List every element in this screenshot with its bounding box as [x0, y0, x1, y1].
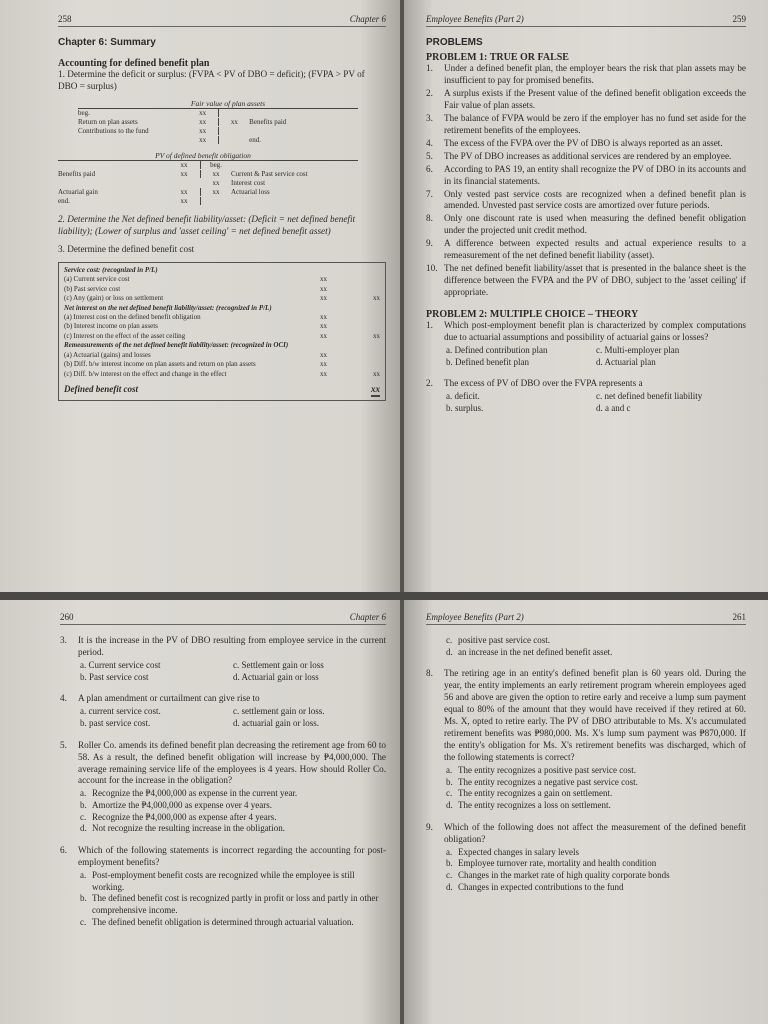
option-letter: b. [80, 893, 87, 904]
left-label: Actuarial gain [58, 188, 98, 197]
option: a. deficit. [446, 391, 480, 402]
option-letter: d. [446, 881, 453, 892]
tf-item [426, 63, 746, 87]
cost-values [320, 294, 380, 303]
amount: xx [320, 284, 327, 293]
cost-row [64, 370, 380, 379]
option [60, 812, 386, 824]
option-letter: c. [446, 788, 453, 799]
left-label: Return on plan assets [78, 118, 138, 127]
question [60, 635, 386, 659]
option [426, 882, 746, 894]
option-text: Recognize the ₱4,000,000 as expense after 4 years. [92, 811, 277, 822]
option-text: Employee turnover rate, mortality and health condition [458, 858, 657, 869]
option: d. Actuarial plan [596, 356, 656, 367]
option [426, 777, 746, 789]
question-text: The excess of PV of DBO over the FVPA represents a [444, 378, 643, 389]
question-number: 1. [426, 320, 433, 331]
t-account-row [58, 188, 358, 197]
running-head: Chapter 6 [349, 14, 386, 24]
summary-step-2: 2. Determine the Net defined benefit liability/asset: (Deficit = net defined benefit liability); (Lower of surplus and 'asset ceiling' = net defined benefit asset) [58, 213, 356, 236]
option-letter: b. [446, 776, 453, 787]
item-number: 6. [426, 163, 433, 174]
option [426, 647, 746, 659]
page-259 [404, 0, 768, 592]
item-text: Only one discount rate is used when measuring the defined benefit obligation under the projected unit credit method. [444, 213, 746, 236]
question [426, 320, 746, 344]
option-letter: c. [446, 635, 453, 645]
option-text: The defined benefit obligation is determined through actuarial valuation. [92, 916, 354, 927]
page-258 [0, 0, 400, 592]
option [60, 800, 386, 812]
right-label: Interest cost [231, 179, 266, 188]
item-number: 4. [426, 137, 433, 148]
question-text: It is the increase in the PV of DBO resulting from employee service in the current period. [78, 635, 386, 657]
option-letter: a. [446, 765, 453, 775]
option-text: Not recognize the resulting increase in the obligation. [92, 823, 285, 834]
option [426, 870, 746, 882]
cost-row [64, 332, 380, 341]
cost-label: (a) Interest cost on the defined benefit obligation [64, 312, 201, 321]
t-account-row [58, 161, 358, 170]
options [426, 345, 746, 368]
option-text: The entity recognizes a loss on settlement. [458, 800, 611, 811]
problem-1-title: PROBLEM 1: TRUE OR FALSE [426, 52, 569, 63]
credit-value: xx [230, 118, 238, 127]
item-text: Only vested past service costs are recognized when a defined benefit plan is amended. Unvested past service costs are amortized over future periods. [444, 188, 746, 211]
question-number: 8. [426, 668, 433, 679]
debit-value: xx [187, 127, 220, 135]
running-head: Employee Benefits (Part 2) [426, 612, 524, 622]
option-text: The entity recognizes a gain on settlement. [458, 788, 613, 799]
tf-item [426, 138, 746, 150]
option-letter: c. [80, 811, 87, 822]
item-number: 1. [426, 63, 433, 73]
question-text: The retiring age in an entity's defined benefit plan is 60 years old. During the year, the entity implements an early retirement program wherein employees aged 56 and above are given the option to retire early and receive a lump sum payment equal to 80% of the amount that they would have received if they retired at 60. Ms. X, opted to retire early. The PV of DBO attributable to Ms. X's accumulated retirement benefits was ₱980,000. Ms. X's lump sum payment was ₱870,000. If the entity's obligation for Ms. X's retirement benefits was discharged, which of the following statements is correct? [444, 668, 746, 763]
item-text: A surplus exists if the Present value of the defined benefit obligation exceeds the Fair value of plan assets. [444, 87, 746, 110]
cost-row [64, 313, 380, 322]
option: a. current service cost. [80, 706, 161, 717]
page-number: 259 [732, 14, 746, 24]
service-cost-heading: Service cost: (recognized in P/L) [64, 265, 158, 274]
subtotal: xx [373, 294, 380, 303]
cost-row [64, 322, 380, 331]
cost-values [320, 370, 380, 379]
option-letter: a. [80, 788, 87, 799]
amount: xx [320, 369, 327, 378]
t-account-row [78, 127, 358, 136]
debit-value: xx [168, 197, 201, 205]
option-letter: c. [80, 916, 87, 927]
item-number: 9. [426, 238, 433, 249]
running-head: Employee Benefits (Part 2) [426, 14, 524, 24]
options [426, 391, 746, 414]
question-text: Which post-employment benefit plan is characterized by complex computations due to actuarial assumptions and possibility of actuarial gains or losses? [444, 320, 746, 343]
page-261 [404, 600, 768, 1024]
amount: xx [320, 322, 327, 331]
question-text: Which of the following does not affect the measurement of the defined benefit obligation? [444, 821, 746, 844]
amount: xx [320, 294, 327, 303]
option-letter: a. [446, 846, 453, 857]
tf-item [426, 164, 746, 188]
t-account-title: Fair value of plan assets [190, 98, 266, 108]
item-text: The excess of the FVPA over the PV of DBO is always reported as an asset. [444, 137, 723, 148]
remeasurement-heading: Remeasurements of the net defined benefit liability/asset: (recognized in OCI) [64, 341, 289, 350]
option-letter: a. [80, 870, 87, 881]
question [60, 693, 386, 705]
credit-value: xx [212, 179, 220, 188]
item-number: 8. [426, 213, 433, 224]
t-account-row [78, 109, 358, 118]
cost-label: (c) Any (gain) or loss on settlement [64, 294, 164, 303]
page-header [426, 14, 746, 27]
cost-label: (b) Interest income on plan assets [64, 322, 158, 331]
section-title: Accounting for defined benefit plan [58, 58, 210, 69]
item-text: The net defined benefit liability/asset that is presented in the balance sheet is the difference between the FVPA and the PV of DBO, subject to the 'asset ceiling' if appropriate. [444, 263, 746, 298]
question [426, 378, 746, 390]
cost-label: (b) Past service cost [64, 284, 121, 293]
item-text: A difference between expected results and actual experience results to a remeasurement of the net defined benefit liability (asset). [444, 238, 746, 261]
spread-divider [0, 592, 768, 600]
t-account-title: PV of defined benefit obligation [155, 150, 251, 160]
cost-label: (b) Diff. b/w interest income on plan assets and return on plan assets [64, 360, 256, 369]
option-letter: b. [80, 800, 87, 811]
option-text: Post-employment benefit costs are recognized while the employee is still working. [92, 870, 355, 892]
question-text: Which of the following statements is incorrect regarding the accounting for post-employment benefits? [78, 845, 386, 868]
cost-row [64, 294, 380, 303]
option: b. past service cost. [80, 717, 151, 728]
item-number: 2. [426, 87, 433, 98]
t-account-row [78, 136, 358, 145]
question-number: 3. [60, 635, 67, 645]
option [426, 765, 746, 777]
cost-row [64, 360, 380, 369]
cost-row [64, 351, 380, 360]
option-text: The entity recognizes a negative past service cost. [458, 776, 638, 787]
cost-values [320, 360, 380, 369]
amount: xx [320, 360, 327, 369]
option: d. Actuarial gain or loss [233, 671, 319, 682]
credit-value: beg. [210, 161, 222, 170]
cost-row [64, 285, 380, 294]
option-text: Recognize the ₱4,000,000 as expense in the current year. [92, 788, 298, 799]
debit-value: xx [168, 188, 201, 196]
item-number: 10. [426, 263, 438, 274]
page-number: 261 [732, 612, 746, 622]
option-letter: c. [446, 870, 453, 881]
question [426, 668, 746, 764]
page-header [58, 14, 386, 27]
net-interest-heading: Net interest on the net defined benefit liability/asset: (recognized in P/L) [64, 303, 272, 312]
item-text: The PV of DBO increases as additional services are rendered by an employee. [444, 150, 732, 161]
option-text: Changes in the market rate of high quality corporate bonds [458, 870, 670, 881]
option: d. actuarial gain or loss. [233, 717, 319, 728]
question [60, 740, 386, 788]
left-label: end. [58, 197, 70, 206]
total-value: xx [371, 383, 380, 397]
option: b. surplus. [446, 403, 484, 414]
total-row [64, 383, 380, 397]
amount: xx [320, 331, 327, 340]
option-text: Amortize the ₱4,000,000 as expense over 4 years. [92, 800, 272, 811]
options [60, 706, 386, 729]
cost-values [320, 322, 380, 331]
option [60, 870, 386, 893]
question-number: 4. [60, 693, 67, 704]
option [426, 858, 746, 870]
summary-step-1: 1. Determine the deficit or surplus: (FVPA < PV of DBO = deficit); (FVPA > PV of DBO = surplus) [58, 69, 365, 91]
item-number: 7. [426, 188, 433, 199]
problems-heading: PROBLEMS [426, 37, 483, 48]
credit-value: xx [212, 170, 220, 179]
option: b. Past service cost [80, 671, 149, 682]
cost-row [64, 275, 380, 284]
page-260 [0, 600, 400, 1024]
debit-value: xx [187, 118, 220, 126]
item-text: The balance of FVPA would be zero if the employer has no fund set aside for the retirement benefits of the employees. [444, 112, 746, 135]
item-number: 5. [426, 150, 433, 161]
question-number: 2. [426, 378, 433, 389]
option-text: Changes in expected contributions to the fund [458, 881, 624, 892]
option-letter: d. [80, 823, 87, 834]
right-label: Benefits paid [249, 118, 287, 127]
cost-label: (c) Diff. b/w interest on the effect and change in the effect [64, 369, 227, 378]
option: c. Settlement gain or loss [233, 659, 324, 670]
t-account-row [58, 197, 358, 206]
cost-label: (a) Current service cost [64, 275, 130, 284]
subtotal: xx [373, 369, 380, 378]
tf-item [426, 88, 746, 112]
item-text: According to PAS 19, an entity shall recognize the PV of DBO in its accounts and in its financial statements. [444, 163, 746, 186]
cost-values [320, 313, 380, 322]
question-text: Roller Co. amends its defined benefit plan decreasing the retirement age from 60 to 58. As a result, the defined benefit obligation will increase by ₱4,000,000. The average remaining service life of the employees is 4 years. How should Roller Co. account for the increase in the obligation? [78, 739, 386, 786]
cost-values [320, 332, 380, 341]
page-header [426, 612, 746, 625]
cost-label: (a) Actuarial (gains) and losses [64, 350, 151, 359]
options [60, 660, 386, 683]
total-label: Defined benefit cost [64, 384, 138, 395]
option [60, 893, 386, 916]
option: c. settlement gain or loss. [233, 706, 325, 717]
tf-item [426, 189, 746, 213]
defined-benefit-cost-box [58, 262, 386, 401]
cost-values [320, 285, 380, 294]
page-number: 260 [60, 612, 74, 622]
option: a. Defined contribution plan [446, 345, 548, 356]
cost-values [320, 275, 380, 284]
option-letter: d. [446, 646, 453, 657]
debit-value: xx [168, 161, 201, 169]
amount: xx [320, 312, 327, 321]
option: d. a and c [596, 403, 631, 414]
left-label: Contributions to the fund [78, 127, 149, 136]
option [426, 847, 746, 859]
option-text: positive past service cost. [458, 635, 550, 645]
amount: xx [320, 350, 327, 359]
debit-value: xx [168, 170, 201, 178]
right-label: Actuarial loss [231, 188, 270, 197]
left-label: beg. [78, 109, 90, 118]
option [426, 788, 746, 800]
summary-title: Chapter 6: Summary [58, 37, 156, 48]
option-text: The defined benefit cost is recognized partly in profit or loss and partly in other comprehensive income. [92, 893, 379, 916]
problem-2-title: PROBLEM 2: MULTIPLE CHOICE – THEORY [426, 309, 639, 321]
option [426, 800, 746, 812]
option [60, 788, 386, 800]
option-letter: d. [446, 800, 453, 811]
summary-step-3: 3. Determine the defined benefit cost [58, 243, 195, 254]
left-label: Benefits paid [58, 170, 96, 179]
t-account-dbo [58, 151, 386, 206]
question [60, 845, 386, 869]
option: b. Defined benefit plan [446, 356, 529, 367]
option [60, 917, 386, 929]
question-number: 5. [60, 739, 67, 750]
credit-value: xx [212, 188, 220, 197]
right-label: Current & Past service cost [231, 170, 308, 179]
t-account-row [78, 118, 358, 127]
question [426, 822, 746, 846]
t-account-row [58, 179, 358, 188]
question-number: 9. [426, 821, 433, 832]
t-account-fvpa [78, 99, 386, 145]
option [426, 635, 746, 647]
running-head: Chapter 6 [349, 612, 386, 622]
question-text: A plan amendment or curtailment can give rise to [78, 693, 260, 704]
option-text: an increase in the net defined benefit asset. [458, 646, 613, 657]
cost-values [320, 351, 380, 360]
tf-item [426, 113, 746, 137]
option-letter: b. [446, 858, 453, 869]
option-text: Expected changes in salary levels [458, 846, 579, 857]
option: c. Multi-employer plan [596, 345, 680, 356]
t-account-row [58, 170, 358, 179]
question-number: 6. [60, 845, 67, 856]
tf-item [426, 151, 746, 163]
tf-item [426, 213, 746, 237]
cost-label: (c) Interest on the effect of the asset ceiling [64, 331, 186, 340]
option [60, 823, 386, 835]
tf-item [426, 263, 746, 299]
option: c. net defined benefit liability [596, 391, 703, 402]
option-text: The entity recognizes a positive past service cost. [458, 765, 636, 775]
item-text: Under a defined benefit plan, the employer bears the risk that plan assets may be insufficient to pay for promised benefits. [444, 63, 746, 85]
item-number: 3. [426, 112, 433, 123]
page-header [60, 612, 386, 625]
page-number: 258 [58, 14, 72, 24]
tf-item [426, 238, 746, 262]
amount: xx [320, 275, 327, 284]
option: a. Current service cost [80, 659, 161, 670]
debit-value: xx [187, 109, 220, 117]
true-false-list [426, 63, 746, 299]
subtotal: xx [373, 331, 380, 340]
right-label: end. [249, 136, 262, 145]
debit-value: xx [187, 136, 220, 144]
